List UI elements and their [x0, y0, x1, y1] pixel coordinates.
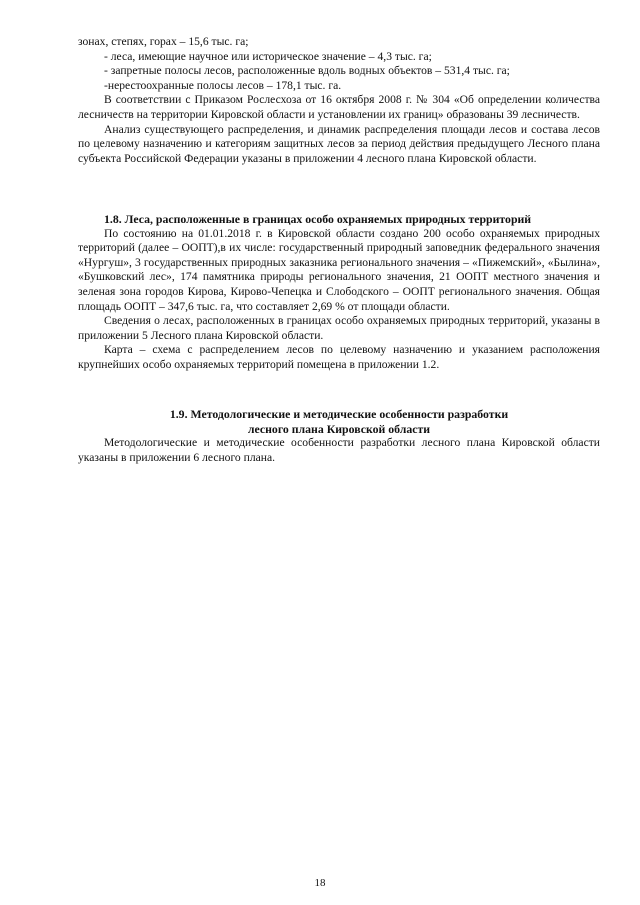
prikaz-paragraph: В соответствии с Приказом Рослесхоза от 16 октября 2008 г. № 304 «Об определении количества лесничеств на территории Кировской области и установлении их границ» образованы 39 лесничеств.	[78, 93, 600, 121]
section-1-8-heading: 1.8. Леса, расположенные в границах особо охраняемых природных территорий	[104, 212, 532, 226]
section-1-8-paragraph-map: Карта – схема с распределением лесов по целевому назначению и указанием расположения крупнейших особо охраняемых территорий помещена в приложении 1.2.	[78, 343, 600, 371]
analysis-paragraph: Анализ существующего распределения, и динамик распределения площади лесов и состава лесов по целевому назначению и категориям защитных лесов за период действия предыдущего Лесного плана субъекта Российской Федерации указаны в приложении 4 лесного плана Кировской области.	[78, 122, 600, 165]
section-1-9-heading-line-1: 1.9. Методологические и методические особенности разработки	[169, 407, 509, 421]
section-1-8-paragraph-appendix-5: Сведения о лесах, расположенных в границах особо охраняемых природных территорий, указаны в приложении 5 Лесного плана Кировской области.	[78, 314, 600, 342]
page-number: 18	[314, 877, 326, 889]
section-1-8-paragraph-oopt: По состоянию на 01.01.2018 г. в Кировской области создано 200 особо охраняемых природных территорий (далее – ООПТ),в их числе: государственный природный заповедник федерального значения «Нургуш», 3 государственных природных заказника регионального значения – «Пижемский», «Былина», «Бушковский лес», 174 памятника природы регионального значения, 21 ООПТ местного значения и зеленая зона городов Кирова, Кирово-Чепецка и Слободского – ООПТ регионального значения. Общая площадь ООПТ – 347,6 тыс. га, что составляет 2,69 % от площади области.	[78, 226, 600, 313]
section-1-9-paragraph: Методологические и методические особенности разработки лесного плана Кировской области указаны в приложении 6 лесного плана.	[78, 436, 600, 464]
list-item-scientific: - леса, имеющие научное или историческое значение – 4,3 тыс. га;	[104, 49, 432, 63]
zones-line: зонах, степях, горах – 15,6 тыс. га;	[78, 35, 249, 48]
list-item-water-strips: - запретные полосы лесов, расположенные вдоль водных объектов – 531,4 тыс. га;	[104, 64, 510, 78]
intro-block	[78, 35, 600, 166]
section-1-8	[78, 212, 600, 373]
list-item-spawning-strips: -нерестоохранные полосы лесов – 178,1 тыс. га.	[104, 78, 342, 92]
section-1-9-heading-line-2: лесного плана Кировской области	[247, 421, 431, 436]
section-1-9	[78, 407, 600, 465]
